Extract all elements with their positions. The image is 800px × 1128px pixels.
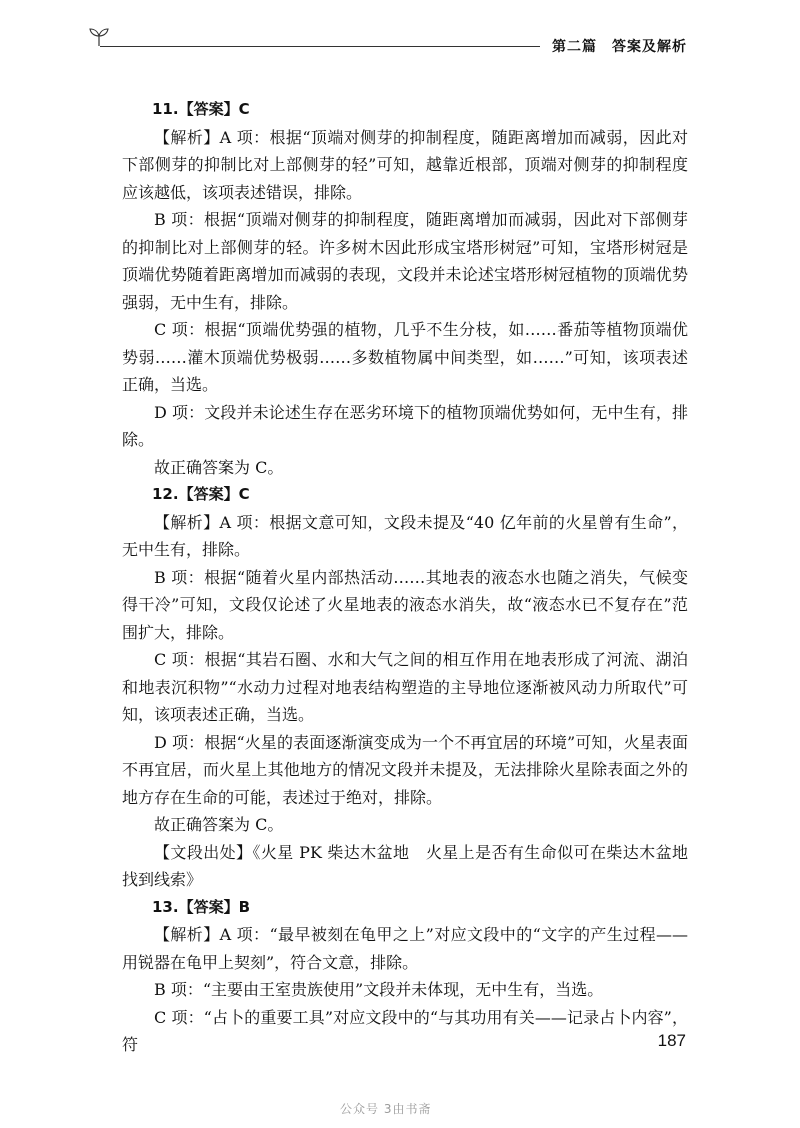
source-paragraph: 【文段出处】《火星 PK 柴达木盆地 火星上是否有生命似可在柴达木盆地找到线索》 bbox=[122, 842, 688, 889]
analysis-paragraph: C 项：根据“其岩石圈、水和大气之间的相互作用在地表形成了河流、湖泊和地表沉积物”“水动力过程对地表结构塑造的主导地位逐渐被风动力所取代”可知，该项表述正确，当选。 bbox=[122, 650, 688, 724]
answer-number-label: 11.【答案】C bbox=[152, 100, 250, 118]
watermark-text: 公众号 3由书斋 bbox=[340, 1102, 432, 1116]
conclusion-paragraph: 故正确答案为 C。 bbox=[154, 457, 284, 477]
answer-number-label: 13.【答案】B bbox=[152, 897, 251, 916]
section-title: 第二篇 答案及解析 bbox=[552, 39, 687, 55]
conclusion-paragraph: 故正确答案为 C。 bbox=[154, 815, 284, 834]
page-header bbox=[0, 14, 800, 64]
answer-block-13 bbox=[122, 894, 688, 1059]
answer-block-11 bbox=[122, 96, 688, 481]
analysis-paragraph: 【解析】A 项：根据文意可知，文段未提及“40 亿年前的火星曾有生命”，无中生有，排除。 bbox=[122, 512, 688, 559]
analysis-paragraph: D 项：根据“火星的表面逐渐演变成为一个不再宜居的环境”可知，火星表面不再宜居，而火星上其他地方的情况文段并未提及，无法排除火星除表面之外的地方存在生命的可能，表述过于绝对，排除。 bbox=[122, 732, 688, 807]
header-rule bbox=[100, 46, 540, 47]
sprout-icon bbox=[88, 26, 110, 52]
analysis-paragraph: B 项：根据“顶端对侧芽的抑制程度，随距离增加而减弱，因此对下部侧芽的抑制比对上部侧芽的轻。许多树木因此形成宝塔形树冠”可知，宝塔形树冠是顶端优势随着距离增加而减弱的表现，文段并未论述宝塔形树冠植物的顶端优势强弱，无中生有，排除。 bbox=[122, 210, 688, 312]
answer-block-12 bbox=[122, 481, 688, 894]
analysis-paragraph: C 项：根据“顶端优势强的植物，几乎不生分枝，如……番茄等植物顶端优势弱……灌木顶端优势极弱……多数植物属中间类型，如……”可知，该项表述正确，当选。 bbox=[122, 320, 688, 394]
analysis-paragraph: B 项：根据“随着火星内部热活动……其地表的液态水也随之消失，气候变得干冷”可知，文段仅论述了火星地表的液态水消失，故“液态水已不复存在”范围扩大，排除。 bbox=[122, 567, 688, 642]
analysis-paragraph: 【解析】A 项：根据“顶端对侧芽的抑制程度，随距离增加而减弱，因此对下部侧芽的抑制比对上部侧芽的轻”可知，越靠近根部，顶端对侧芽的抑制程度应该越低，该项表述错误，排除。 bbox=[122, 127, 688, 202]
analysis-paragraph: D 项：文段并未论述生存在恶劣环境下的植物顶端优势如何，无中生有，排除。 bbox=[122, 402, 688, 449]
page-number: 187 bbox=[657, 1031, 686, 1050]
answer-content bbox=[122, 96, 688, 1059]
answer-number-label: 12.【答案】C bbox=[152, 485, 250, 503]
analysis-paragraph: 【解析】A 项：“最早被刻在龟甲之上”对应文段中的“文字的产生过程——用锐器在龟甲上契刻”，符合文意，排除。 bbox=[122, 925, 688, 972]
analysis-paragraph: C 项：“占卜的重要工具”对应文段中的“与其功用有关——记录占卜内容”，符 bbox=[122, 1007, 688, 1054]
analysis-paragraph: B 项：“主要由王室贵族使用”文段并未体现，无中生有，当选。 bbox=[154, 980, 604, 999]
